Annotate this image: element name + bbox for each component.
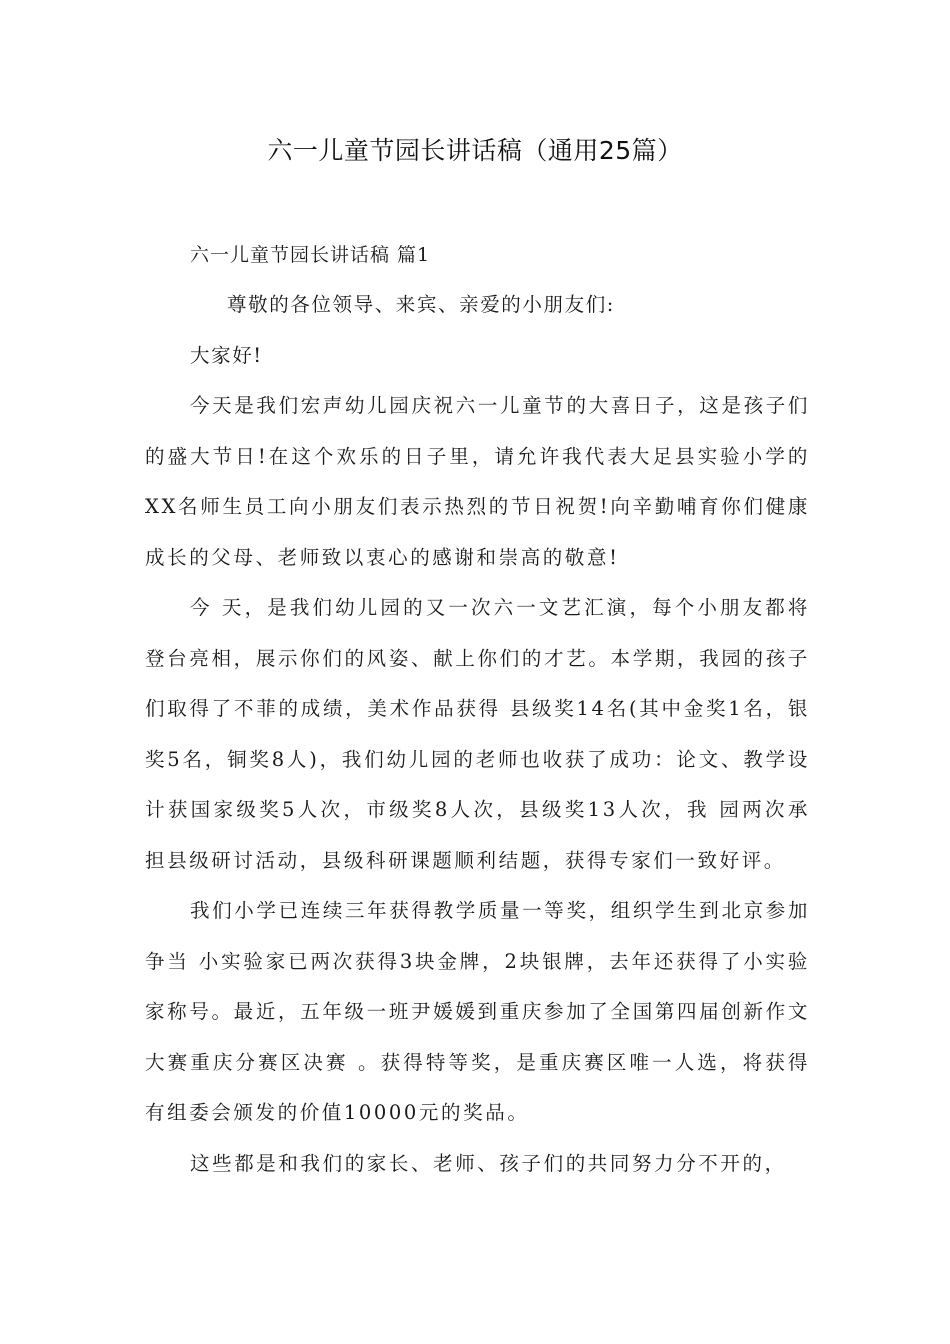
paragraph-hello: 大家好! <box>190 343 263 367</box>
paragraph: 这些都是和我们的家长、老师、孩子们的共同努力分不开的， <box>190 1151 787 1175</box>
paragraph: 今天是我们宏声幼儿园庆祝六一儿童节的大喜日子，这是孩子们的盛大节日!在这个欢乐的日子里，请允许我代表大足县实验小学的XX名师生员工向小朋友们表示热烈的节日祝贺!向辛勤哺育你们健康成长的父母、老师致以衷心的感谢和崇高的敬意! <box>145 394 810 569</box>
paragraph-greeting: 尊敬的各位领导、来宾、亲爱的小朋友们: <box>227 293 615 316</box>
paragraph: 今 天，是我们幼儿园的又一次六一文艺汇演，每个小朋友都将登台亮相，展示你们的风姿、献上你们的才艺。本学期，我园的孩子们取得了不菲的成绩，美术作品获得 县级奖14名(其中金奖1名，银奖5名，铜奖8人)，我们幼儿园的老师也收获了成功：论文、教学设计获国家级奖5人次，市级奖8人次，县级奖13人次，我 园两次承担县级研讨活动，县级科研课题顺利结题，获得专家们一致好评。 <box>145 596 810 872</box>
paragraph: 我们小学已连续三年获得教学质量一等奖，组织学生到北京参加争当 小实验家已两次获得3块金牌，2块银牌，去年还获得了小实验家称号。最近，五年级一班尹媛媛到重庆参加了全国第四届创新作文大赛重庆分赛区决赛 。获得特等奖，是重庆赛区唯一人选，将获得有组委会颁发的价值10000元的奖品。 <box>145 899 810 1124</box>
section-heading: 六一儿童节园长讲话稿 篇1 <box>190 244 431 266</box>
document-title: 六一儿童节园长讲话稿（通用25篇） <box>267 136 683 165</box>
document-body <box>145 230 810 1189</box>
